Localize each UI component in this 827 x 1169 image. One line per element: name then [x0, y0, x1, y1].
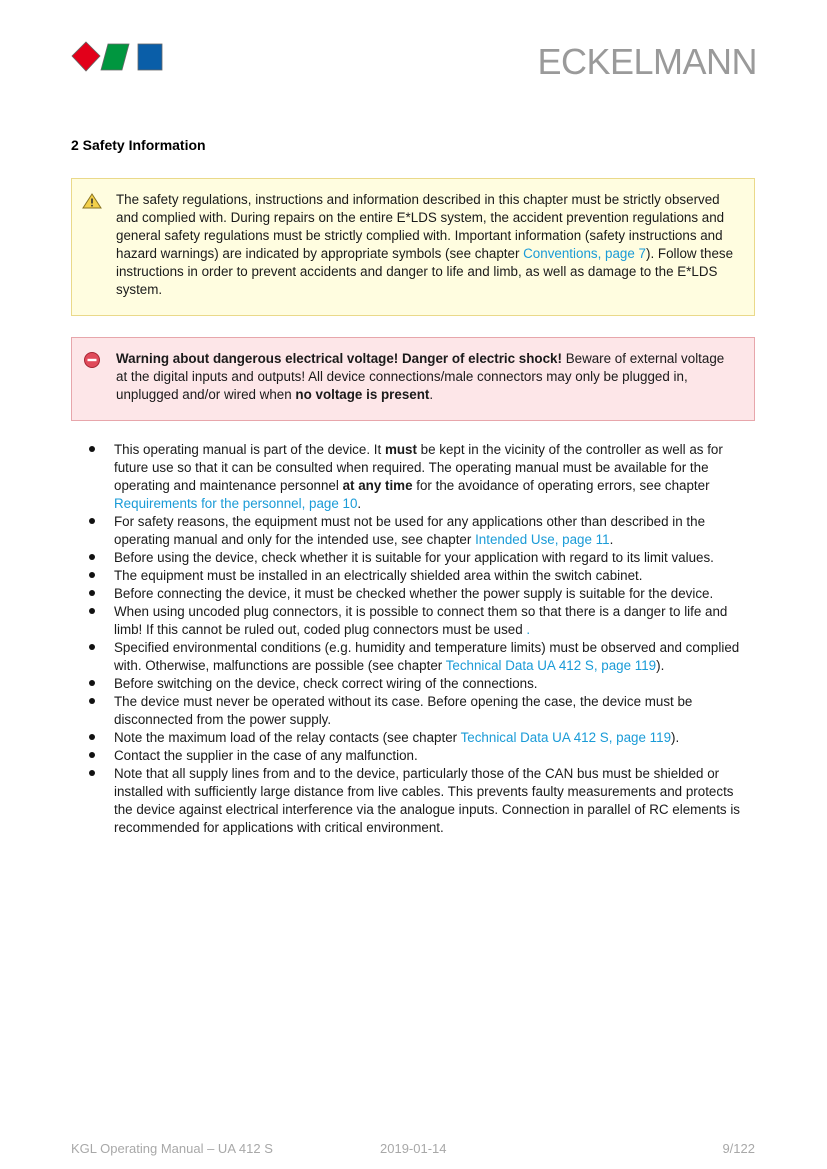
- item-text: Before connecting the device, it must be checked whether the power supply is suitable for the device.: [114, 586, 714, 601]
- item-text: When using uncoded plug connectors, it is possible to connect them so that there is a danger to life and limb! If this cannot be ruled out, coded plug connectors must be used: [114, 604, 728, 637]
- item-text: Before using the device, check whether it is suitable for your application with regard to its limit values.: [114, 550, 714, 565]
- footer-page-number: 9/122: [722, 1141, 755, 1156]
- logo-green-parallelogram: [101, 44, 129, 70]
- item-text: for the avoidance of operating errors, see chapter: [412, 478, 710, 493]
- caution-box: [71, 178, 755, 316]
- item-emphasis: at any time: [342, 478, 413, 493]
- footer-document-title: KGL Operating Manual – UA 412 S: [71, 1141, 273, 1156]
- list-item: [71, 585, 755, 603]
- warning-emphasis: Warning about dangerous electrical voltage! Danger of electric shock!: [116, 351, 562, 366]
- caution-text-part: The safety regulations, instructions and information described in this chapter must be strictly observed and complied with. During repairs on the entire E*LDS system, the accident prevention regulations and general safety regulations must be strictly complied with. Important information (safety instructions and hazard warnings) are indicated by appropriate symbols (see chapter: [116, 192, 725, 261]
- list-item: [71, 639, 755, 675]
- item-text: ).: [656, 658, 665, 673]
- list-item: [71, 567, 755, 585]
- list-item: [71, 765, 755, 837]
- caution-text: [116, 191, 736, 299]
- item-text: .: [357, 496, 362, 511]
- item-text: Note the maximum load of the relay contacts (see chapter: [114, 730, 461, 745]
- warning-text-part: Beware of external voltage at the digital inputs and outputs! All device connections/male connectors may only be plugged in, unplugged and/or wired when: [116, 351, 725, 402]
- link-intended-use[interactable]: Intended Use, page 11: [475, 532, 610, 547]
- logo-blue-square: [138, 44, 162, 70]
- warning-text-part: .: [429, 387, 434, 402]
- item-text: The device must never be operated without its case. Before opening the case, the device must be disconnected from the power supply.: [114, 694, 693, 727]
- item-text: This operating manual is part of the device. It: [114, 442, 385, 457]
- safety-list: [71, 441, 755, 837]
- link-requirements-personnel[interactable]: Requirements for the personnel, page 10: [114, 496, 358, 511]
- list-item: [71, 549, 755, 567]
- item-text: For safety reasons, the equipment must not be used for any applications other than described in the operating manual and only for the intended use, see chapter: [114, 514, 706, 547]
- link-coded-connectors[interactable]: .: [526, 622, 531, 637]
- link-technical-data[interactable]: Technical Data UA 412 S, page 119: [445, 658, 657, 673]
- list-item: [71, 747, 755, 765]
- warning-emphasis: no voltage is present: [295, 387, 430, 402]
- prohibition-icon: [83, 351, 101, 369]
- item-text: ).: [671, 730, 680, 745]
- brand-name: ECKELMANN: [537, 41, 757, 82]
- list-item: [71, 603, 755, 639]
- item-text: Note that all supply lines from and to the device, particularly those of the CAN bus must be shielded or installed with sufficiently large distance from live cables. This prevents faulty measurements and protects the device against electrical interference via the analogue inputs. Connection in parallel of RC elements is recommended for applications with critical environment.: [114, 766, 740, 835]
- list-item: [71, 513, 755, 549]
- section-title: 2 Safety Information: [71, 137, 206, 153]
- logo-red-diamond: [72, 42, 100, 71]
- footer-date: 2019-01-14: [380, 1141, 447, 1156]
- item-text: be kept in the vicinity of the controller as well as for future use so that it can be consulted when required. The operating manual must be available for the operating and maintenance personnel: [114, 442, 723, 493]
- link-technical-data[interactable]: Technical Data UA 412 S, page 119: [460, 730, 672, 745]
- item-text: Before switching on the device, check correct wiring of the connections.: [114, 676, 538, 691]
- list-item: [71, 693, 755, 729]
- warning-text: [116, 350, 736, 404]
- list-item: [71, 441, 755, 513]
- list-item: [71, 729, 755, 747]
- item-emphasis: must: [384, 442, 417, 457]
- item-text: Specified environmental conditions (e.g. humidity and temperature limits) must be observed and complied with. Otherwise, malfunctions are possible (see chapter: [114, 640, 740, 673]
- link-conventions[interactable]: Conventions, page 7: [523, 246, 646, 261]
- warning-box: [71, 337, 755, 421]
- item-text: Contact the supplier in the case of any malfunction.: [114, 748, 418, 763]
- list-item: [71, 675, 755, 693]
- caution-text-part: ). Follow these instructions in order to prevent accidents and danger to life and limb, as well as damage to the E*LDS system.: [116, 246, 734, 297]
- eckelmann-logo: [71, 41, 163, 73]
- warning-triangle-icon: [82, 193, 102, 209]
- item-text: The equipment must be installed in an electrically shielded area within the switch cabinet.: [114, 568, 643, 583]
- item-text: .: [609, 532, 614, 547]
